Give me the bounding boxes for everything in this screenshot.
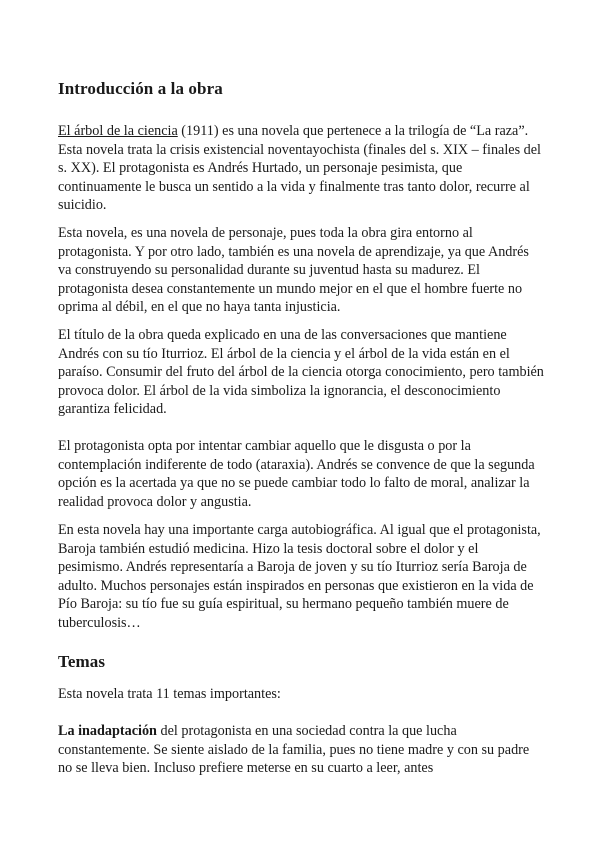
paragraph-intro-1-text: (1911) es una novela que pertenece a la trilogía de “La raza”. Esta novela trata la crisis existencial noventayochista (finales del s. XIX – finales del s. XX). El protagonista es Andrés Hurtado, un personaje pesimista, que continuamente le busca un sentido a la vida y finalmente tras tanto dolor, recurre al suicidio.	[58, 123, 541, 213]
paragraph-intro-1	[58, 122, 544, 215]
paragraph-temas-intro: Esta novela trata 11 temas importantes:	[58, 686, 281, 702]
book-title: El árbol de la ciencia	[58, 123, 178, 139]
paragraph-tema-inadaptacion	[58, 722, 544, 778]
paragraph-intro-4: El protagonista opta por intentar cambiar aquello que le disgusta o por la contemplación indiferente de todo (ataraxia). Andrés se convence de que la segunda opción es la acertada ya que no se puede cambiar todo lo falto de moral, analizar la realidad provoca dolor y angustia.	[58, 438, 535, 510]
tema-label: La inadaptación	[58, 723, 157, 739]
tema-text: del protagonista en una sociedad contra la que lucha constantemente. Se siente aislado de la familia, pues no tiene madre y con su padre no se lleva bien. Incluso prefiere meterse en su cuarto a leer, antes	[58, 723, 530, 776]
paragraph-intro-2: Esta novela, es una novela de personaje, pues toda la obra gira entorno al protagonista. Y por otro lado, también es una novela de aprendizaje, ya que Andrés va construyendo su personalidad durante su juventud hasta su madurez. El protagonista desea constantemente un mundo mejor en el que el hombre fuerte no oprima al débil, en el que no haya tanta injusticia.	[58, 225, 529, 315]
paragraph-intro-3: El título de la obra queda explicado en una de las conversaciones que mantiene Andrés con su tío Iturrioz. El árbol de la ciencia y el árbol de la vida están en el paraíso. Consumir del fruto del árbol de la ciencia otorga conocimiento, pero también provoca dolor. El árbol de la vida simboliza la ignorancia, el desconocimiento garantiza felicidad.	[58, 327, 544, 417]
section-heading-introduccion: Introducción a la obra	[58, 79, 223, 98]
section-heading-temas: Temas	[58, 652, 106, 671]
paragraph-intro-5: En esta novela hay una importante carga autobiográfica. Al igual que el protagonista, Baroja también estudió medicina. Hizo la tesis doctoral sobre el dolor y el pesimismo. Andrés representaría a Baroja de joven y su tío Iturrioz sería Baroja de adulto. Muchos personajes están inspirados en personas que existieron en la vida de Pío Baroja: su tío fue su guía espiritual, su hermano pequeño también muere de tuberculosis…	[58, 522, 541, 631]
